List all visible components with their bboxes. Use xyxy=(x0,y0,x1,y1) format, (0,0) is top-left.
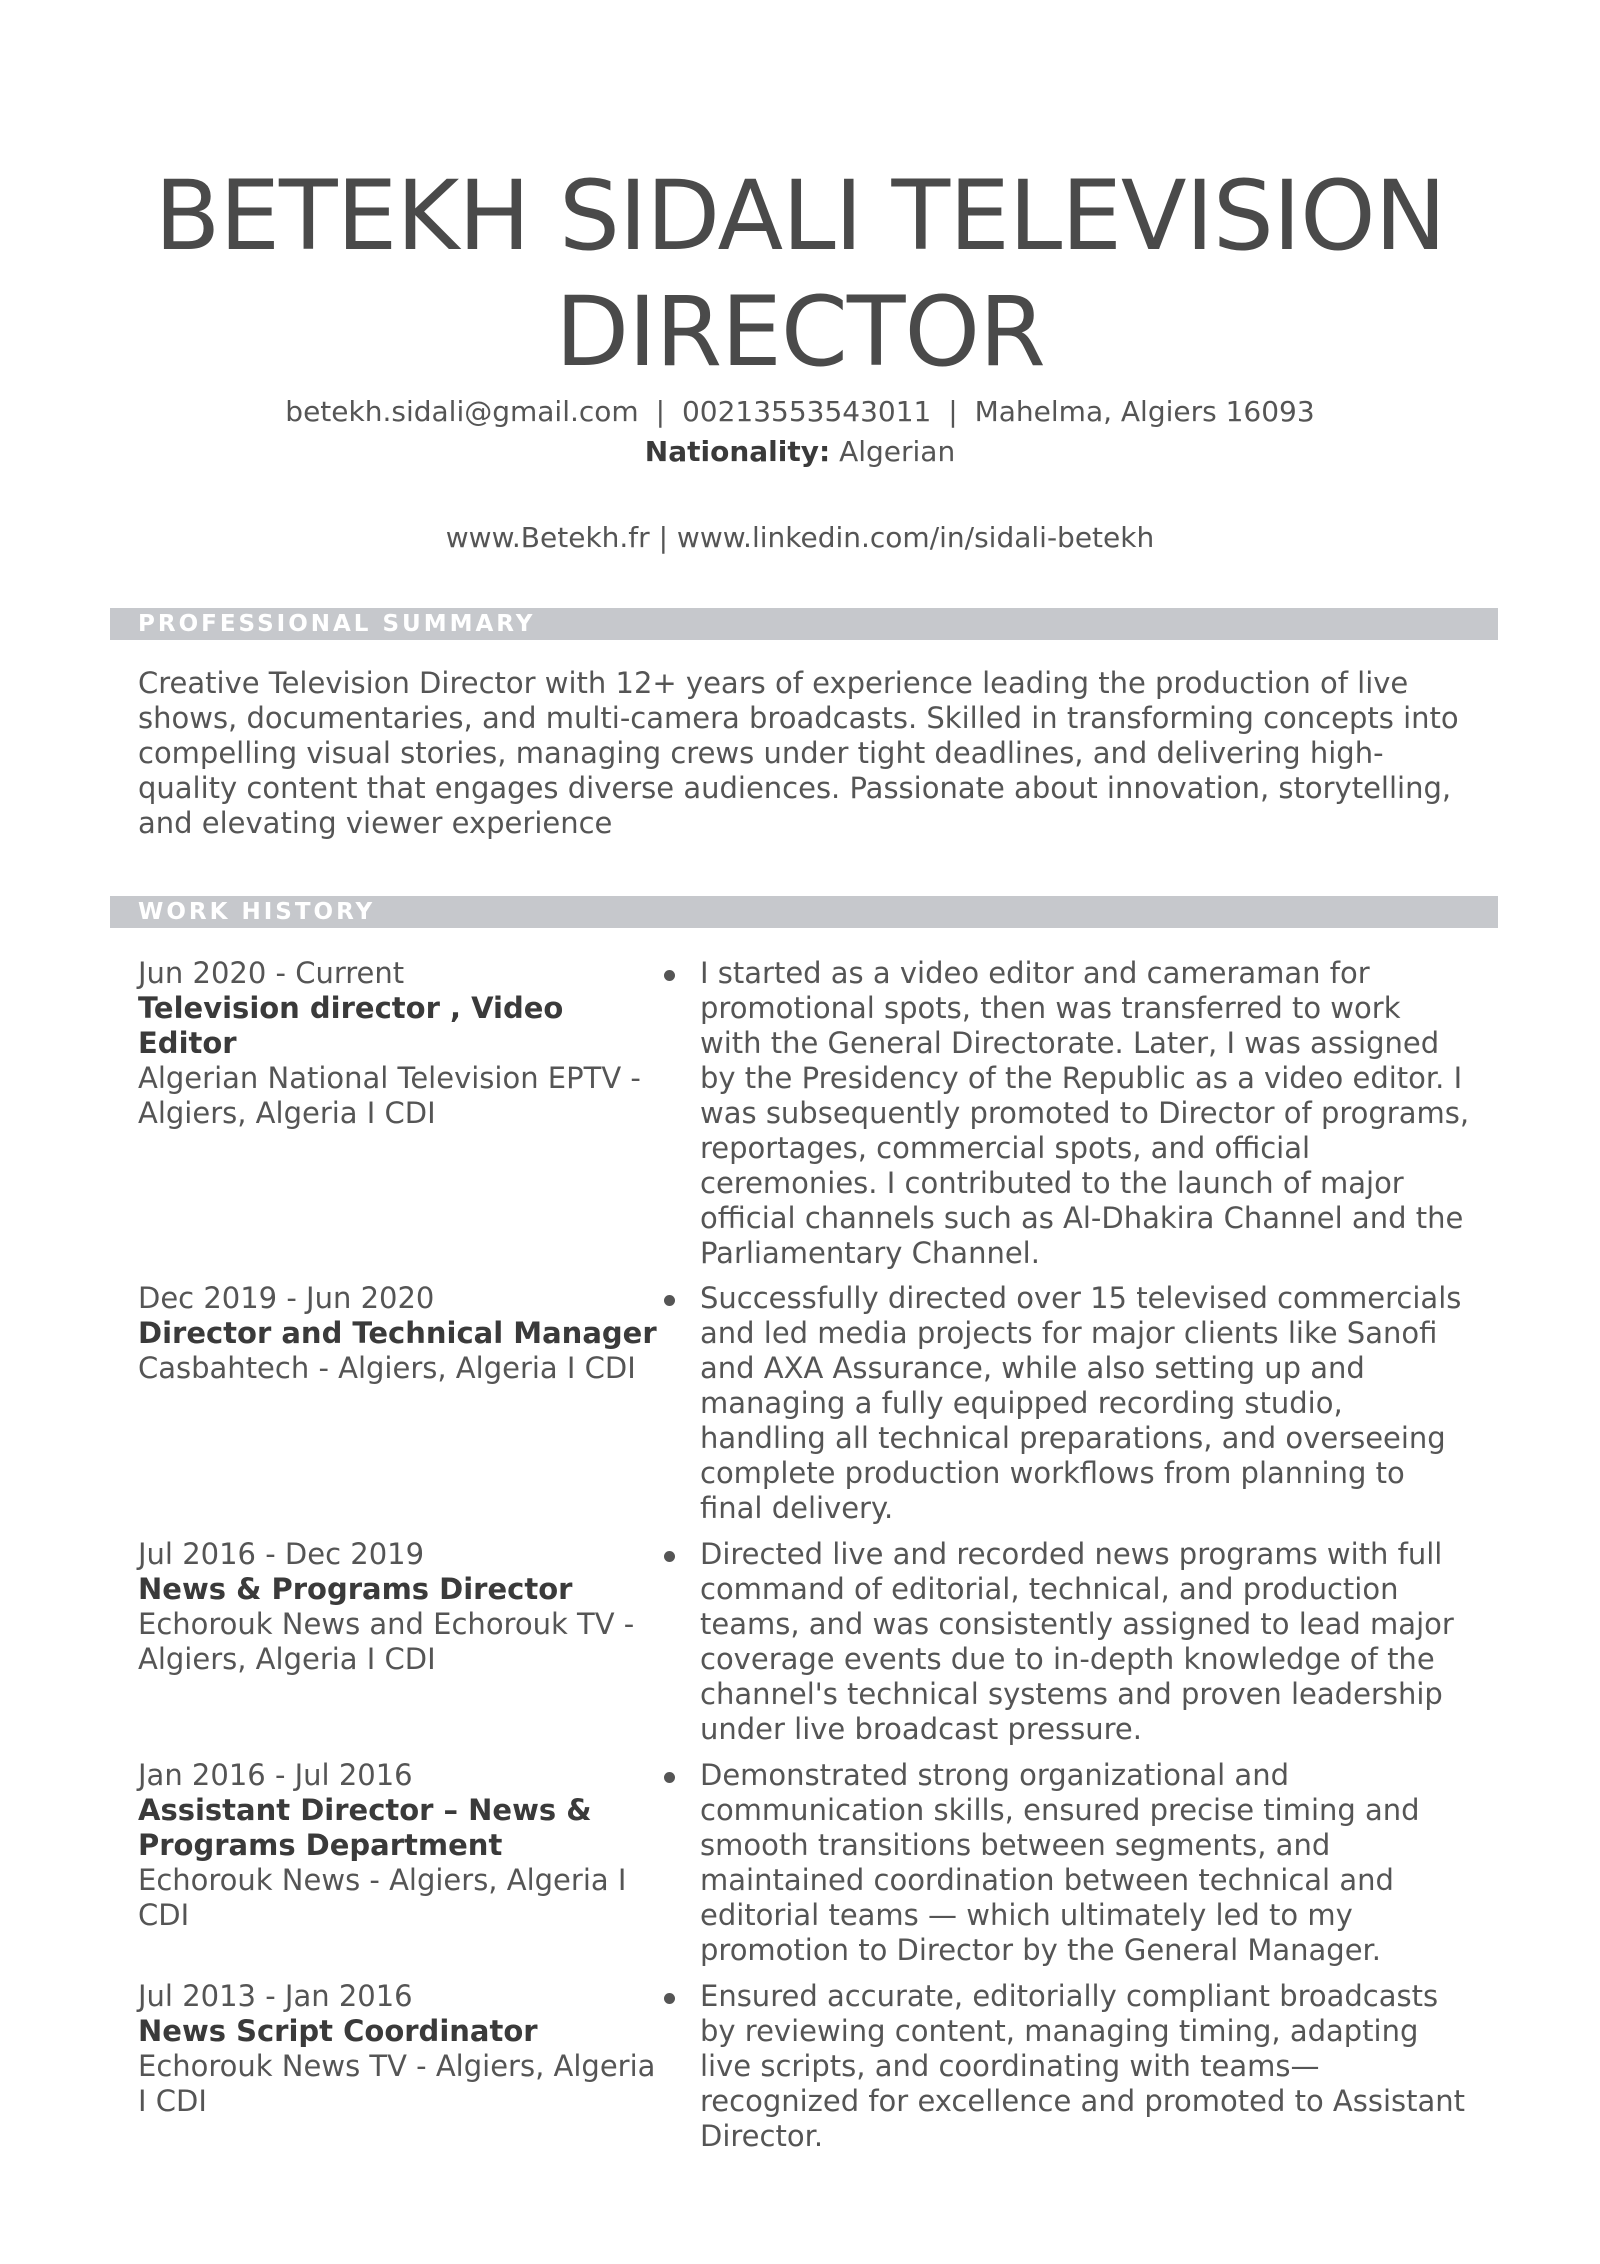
bullet-icon xyxy=(664,1993,675,2004)
nationality-value: Algerian xyxy=(839,435,956,468)
section-title: PROFESSIONAL SUMMARY xyxy=(138,611,536,637)
bullet-icon xyxy=(664,1551,675,1562)
separator: | xyxy=(948,395,958,428)
job-company: Echorouk News - Algiers, Algeria I CDI xyxy=(138,1863,627,1932)
candidate-name xyxy=(0,158,1600,390)
job-meta xyxy=(138,1758,658,1933)
bullet-icon xyxy=(664,1772,675,1783)
website-link[interactable]: www.Betekh.fr xyxy=(445,521,650,554)
name-line-2: DIRECTOR xyxy=(555,276,1045,388)
job-meta xyxy=(138,1537,658,1677)
job-meta xyxy=(138,1281,658,1386)
separator: | xyxy=(658,521,669,554)
job-dates: Jul 2016 - Dec 2019 xyxy=(138,1537,425,1571)
job-description-text: Directed live and recorded news programs with full command of editorial, technical, and production teams, and was consistently assigned to lead major coverage events due to in-depth knowledge of the channel's technical systems and proven leadership under live broadcast pressure. xyxy=(700,1537,1454,1746)
job-company: Algerian National Television EPTV - Algiers, Algeria I CDI xyxy=(138,1061,641,1130)
contact-line xyxy=(0,392,1600,432)
linkedin-link[interactable]: www.linkedin.com/in/sidali-betekh xyxy=(676,521,1155,554)
job-dates: Jul 2013 - Jan 2016 xyxy=(138,1979,413,2013)
professional-summary: Creative Television Director with 12+ years of experience leading the production of live shows, documentaries, and multi-camera broadcasts. Skilled in transforming concepts into compelling visual stories, managing crews under tight deadlines, and delivering high-quality content that engages diverse audiences. Passionate about innovation, storytelling, and elevating viewer experience xyxy=(138,666,1459,840)
job-title: News & Programs Director xyxy=(138,1572,573,1606)
job-company: Echorouk News TV - Algiers, Algeria I CDI xyxy=(138,2049,656,2118)
job-title: News Script Coordinator xyxy=(138,2014,538,2048)
job-description-text: I started as a video editor and cameraman for promotional spots, then was transferred to work with the General Directorate. Later, I was assigned by the Presidency of the Republic as a video editor. I was subsequently promoted to Director of programs, reportages, commercial spots, and official ceremonies. I contributed to the launch of major official channels such as Al-Dhakira Channel and the Parliamentary Channel. xyxy=(700,956,1470,1270)
job-dates: Dec 2019 - Jun 2020 xyxy=(138,1281,435,1315)
section-title: WORK HISTORY xyxy=(138,899,376,925)
job-title: Television director , Video Editor xyxy=(138,991,564,1060)
job-meta xyxy=(138,1979,658,2119)
job-title: Assistant Director – News & Programs Department xyxy=(138,1793,592,1862)
section-header-summary xyxy=(110,608,1498,640)
name-line-1: BETEKH SIDALI TELEVISION xyxy=(154,160,1446,272)
job-title: Director and Technical Manager xyxy=(138,1316,657,1350)
nationality-line xyxy=(0,432,1600,472)
job-meta xyxy=(138,956,658,1131)
location: Mahelma, Algiers 16093 xyxy=(974,395,1315,428)
separator: | xyxy=(655,395,666,428)
job-dates: Jun 2020 - Current xyxy=(138,956,405,990)
job-description-text: Demonstrated strong organizational and communication skills, ensured precise timing and smooth transitions between segments, and maintained coordination between technical and editorial teams — which ultimately led to my promotion to Director by the General Manager. xyxy=(700,1758,1420,1967)
bullet-icon xyxy=(664,1295,675,1306)
job-company: Casbahtech - Algiers, Algeria I CDI xyxy=(138,1351,636,1385)
web-links xyxy=(0,518,1600,558)
job-description-text: Successfully directed over 15 televised commercials and led media projects for major clients like Sanofi and AXA Assurance, while also setting up and managing a fully equipped recording studio, handling all technical preparations, and overseeing complete production workflows from planning to final delivery. xyxy=(700,1281,1462,1525)
section-header-work xyxy=(110,896,1498,928)
phone: 00213553543011 xyxy=(681,395,932,428)
job-description-text: Ensured accurate, editorially compliant broadcasts by reviewing content, managing timing, adapting live scripts, and coordinating with teams—recognized for excellence and promoted to Assistant Director. xyxy=(700,1979,1466,2153)
job-company: Echorouk News and Echorouk TV - Algiers, Algeria I CDI xyxy=(138,1607,635,1676)
job-dates: Jan 2016 - Jul 2016 xyxy=(138,1758,413,1792)
email[interactable]: betekh.sidali@gmail.com xyxy=(285,395,639,428)
bullet-icon xyxy=(664,970,675,981)
nationality-label: Nationality: xyxy=(644,435,831,468)
